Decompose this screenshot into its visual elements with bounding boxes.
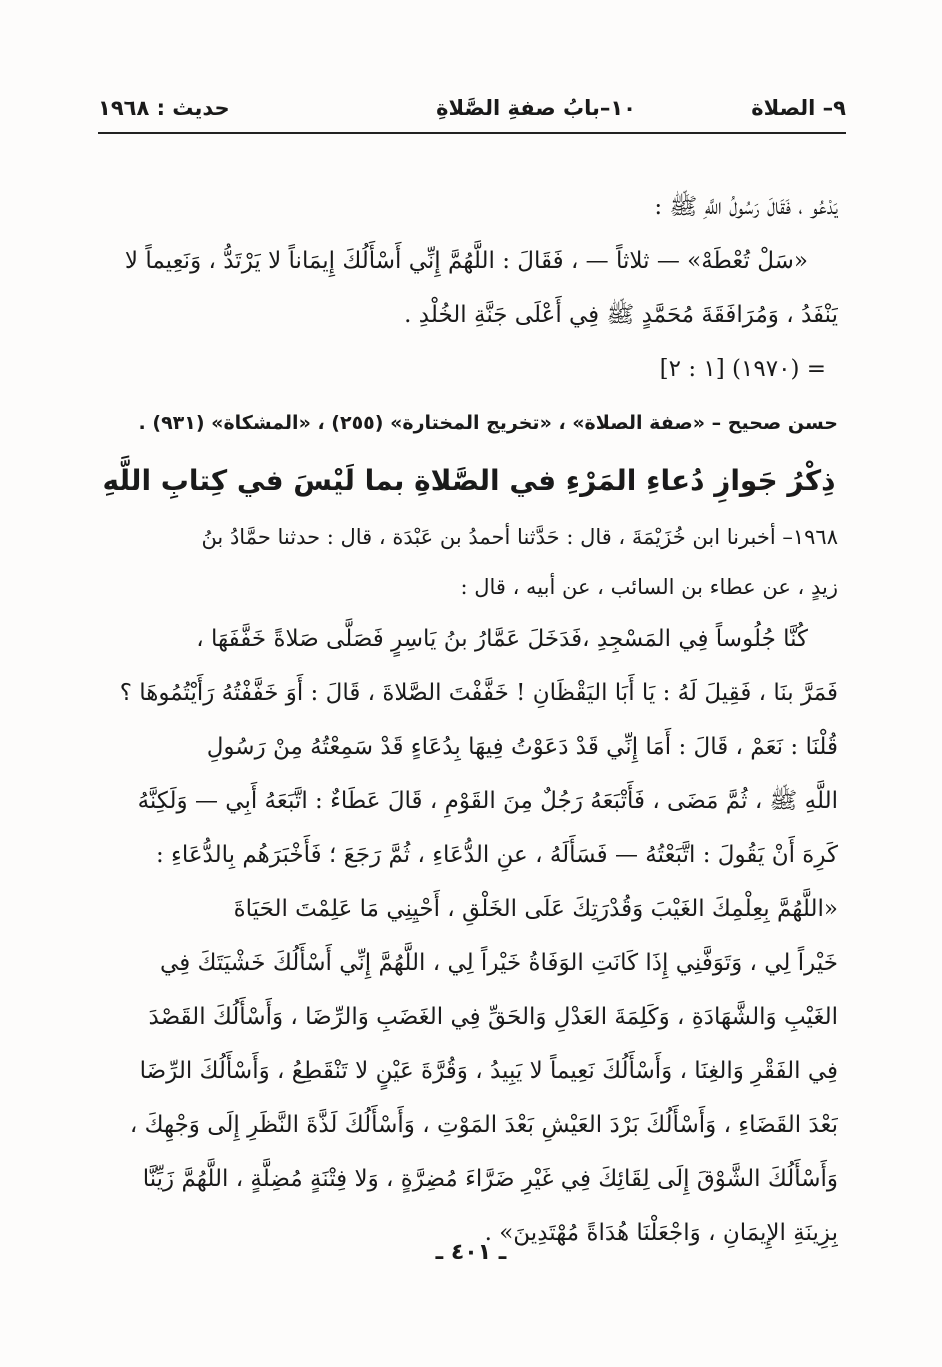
- section-title: ١٠–بابُ صفةِ الصَّلاةِ: [436, 96, 636, 120]
- hadith-grade: حسن صحيح – «صفة الصلاة» ، «تخريج المختارة» (٢٥٥) ، «المشكاة» (٩٣١) .: [138, 412, 838, 434]
- chapter-heading: ذِكْرُ جَوازِ دُعاءِ المَرْءِ في الصَّلاةِ بما لَيْسَ في كِتابِ اللَّهِ: [102, 464, 836, 497]
- matn-line: كُنَّا جُلُوساً فِي المَسْجِدِ ،فَدَخَلَ عَمَّارُ بنُ يَاسِرٍ فَصَلَّى صَلاةً خَفَّفَهَا ،: [196, 626, 808, 652]
- dua-line: خَيْراً لِي ، وَتَوَفَّنِي إِذَا كَانَتِ الوَفَاةُ خَيْراً لِي ، اللَّهُمَّ إِنِّي أَسْأَلُكَ خَشْيَتَكَ فِي: [160, 950, 838, 976]
- page-body: [100, 180, 838, 1260]
- dua-line: «اللَّهُمَّ بِعِلْمِكَ الغَيْبَ وَقُدْرَتِكَ عَلَى الخَلْقِ ، أَحْيِنِي مَا عَلِمْتَ الحَيَاةَ: [233, 896, 838, 922]
- matn-line: اللَّهِ ﷺ ، ثُمَّ مَضَى ، فَأَتْبَعَهُ رَجُلٌ مِنَ القَوْمِ ، قَالَ عَطَاءٌ : اتَّبَعَهُ أَبِي — وَلَكِنَّهُ: [137, 788, 838, 814]
- dua-line: وَأَسْأَلُكَ الشَّوْقَ إِلَى لِقَائِكَ فِي غَيْرِ ضَرَّاءَ مُضِرَّةٍ ، وَلا فِتْنَةٍ مُضِلَّةٍ ، اللَّهُمَّ زَيِّنَّا: [142, 1166, 838, 1192]
- running-header: [98, 92, 846, 132]
- matn-line: قُلْنَا : نَعَمْ ، قَالَ : أَمَا إِنِّي قَدْ دَعَوْتُ فِيهَا بِدُعَاءٍ قَدْ سَمِعْتُهُ مِنْ رَسُولِ: [206, 734, 838, 760]
- dua-line: بَعْدَ القَضَاءِ ، وَأَسْأَلُكَ بَرْدَ العَيْشِ بَعْدَ المَوْتِ ، وَأَسْأَلُكَ لَذَّةَ النَّظَرِ إِلَى وَجْهِكَ ،: [129, 1112, 838, 1138]
- hadith-number: حديث : ١٩٦٨: [98, 96, 230, 120]
- page-number: ـ ٤٠١ ـ: [435, 1240, 507, 1265]
- matn-line: فَمَرَّ بنَا ، فَقِيلَ لَهُ : يَا أَبَا اليَقْظَانِ ! خَفَّفْتَ الصَّلاةَ ، قَالَ : أَوَ خَفَّفْتُهُ رَأَيْتُمُوهَا ؟: [119, 680, 838, 706]
- isnad-line: زيدٍ ، عن عطاء بن السائب ، عن أبيه ، قال :: [460, 575, 838, 599]
- header-divider: [98, 132, 846, 134]
- dua-line: بِزِينَةِ الإِيمَانِ ، وَاجْعَلْنَا هُدَاةً مُهْتَدِينَ» .: [484, 1220, 838, 1246]
- matn-line: كَرِهَ أَنْ يَقُولَ : اتَّبَعْتُهُ — فَسَأَلَهُ ، عنِ الدُّعَاءِ ، ثُمَّ رَجَعَ ؛ فَأَخْبَرَهُم بِالدُّعَاءِ :: [155, 842, 838, 868]
- text-line: يَدْعُو ، فَقَالَ رَسُولُ اللَّهِ ﷺ :: [654, 194, 838, 220]
- dua-line: الغَيْبِ وَالشَّهَادَةِ ، وَكَلِمَةَ العَدْلِ وَالحَقِّ فِي الغَضَبِ وَالرِّضَا ، وَأَسْأَلُكَ القَصْدَ: [148, 1004, 838, 1030]
- text-line: «سَلْ تُعْطَهْ» — ثلاثاً — ، فَقَالَ : اللَّهُمَّ إِنِّي أَسْأَلُكَ إِيمَاناً لا يَرْتَدُّ ، وَنَعِيماً لا: [124, 248, 808, 274]
- chapter-title: ٩– الصلاة: [751, 96, 846, 120]
- dua-line: فِي الفَقْرِ وَالغِنَا ، وَأَسْأَلُكَ نَعِيماً لا يَبِيدُ ، وَقُرَّةَ عَيْنٍ لا تَنْقَطِعُ ، وَأَسْأَلُكَ الرِّضَا: [139, 1058, 838, 1084]
- reference-line: = (١٩٧٠) [١ : ٢]: [659, 356, 826, 382]
- isnad-line: ١٩٦٨– أخبرنا ابن خُزَيْمَةَ ، قال : حَدَّثنا أحمدُ بن عَبْدَة ، قال : حدثنا حمَّادُ بنُ: [201, 525, 838, 549]
- text-line: يَنْفَدُ ، وَمُرَافَقَةَ مُحَمَّدٍ ﷺ فِي أَعْلَى جَنَّةِ الخُلْدِ .: [404, 302, 838, 328]
